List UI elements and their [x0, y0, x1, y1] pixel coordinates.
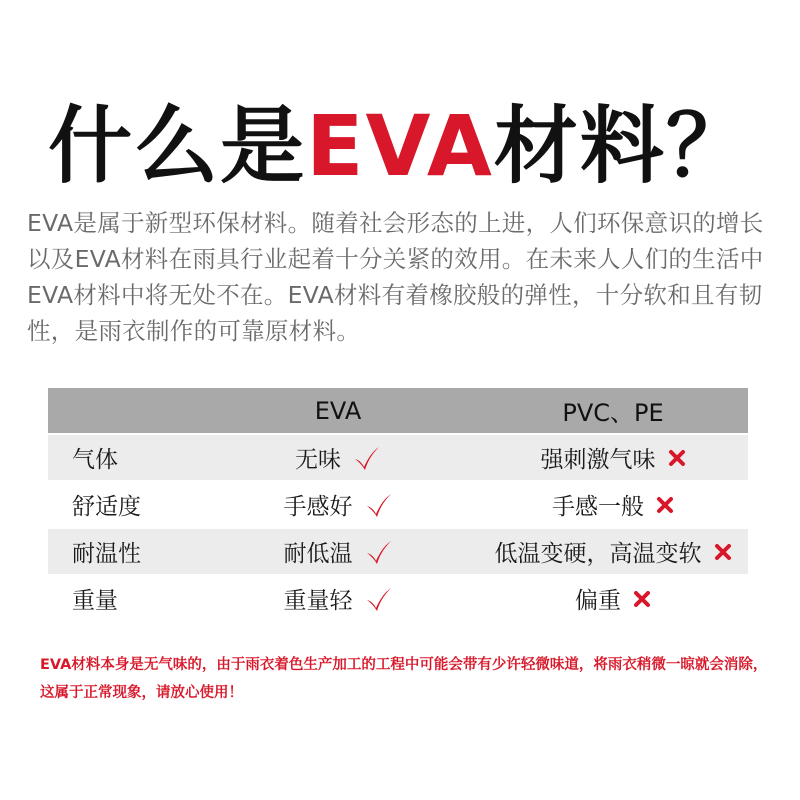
cross-icon [714, 543, 732, 561]
title-prefix: 什么是 [48, 97, 307, 195]
pvc-cell [468, 435, 758, 480]
table-row [48, 482, 748, 527]
pvc-cell [468, 482, 758, 527]
table-row [48, 529, 748, 574]
cross-icon [656, 496, 674, 514]
eva-value: 无味 [295, 447, 341, 473]
pvc-cell [468, 576, 758, 621]
eva-value: 耐低温 [283, 541, 353, 567]
page-title [0, 96, 800, 196]
table-row [48, 435, 748, 480]
pvc-value: 低温变硬，高温变软 [494, 541, 702, 567]
pvc-value: 偏重 [575, 588, 621, 614]
pvc-value: 手感一般 [552, 494, 644, 520]
eva-value: 手感好 [283, 494, 353, 520]
check-icon [365, 539, 393, 565]
eva-cell [238, 482, 438, 527]
eva-cell [238, 435, 438, 480]
row-label: 舒适度 [72, 494, 141, 520]
intro-paragraph: EVA是属于新型环保材料。随着社会形态的上进，人们环保意识的增长以及EVA材料在雨具行业起着十分关紧的效用。在未来人人们的生活中EVA材料中将无处不在。EVA材料有着橡胶般的弹性，十分软和且有韧性，是雨衣制作的可靠原材料。 [27, 209, 764, 345]
comparison-table [48, 388, 748, 623]
eva-value: 重量轻 [283, 588, 353, 614]
header-eva: EVA [314, 396, 362, 425]
pvc-value: 强刺激气味 [540, 447, 656, 473]
cross-icon [668, 449, 686, 467]
title-accent: EVA [306, 97, 494, 195]
row-label: 气体 [72, 447, 118, 473]
row-label: 耐温性 [72, 541, 141, 567]
check-icon [353, 445, 381, 471]
header-pvc: PVC、PE [562, 399, 664, 427]
table-row [48, 576, 748, 621]
usage-note: EVA材料本身是无气味的，由于雨衣着色生产加工的工程中可能会带有少许轻微味道，将雨衣稍微一晾就会消除，这属于正常现象，请放心使用！ [40, 657, 768, 701]
row-label: 重量 [72, 588, 118, 614]
cross-icon [633, 590, 651, 608]
check-icon [365, 492, 393, 518]
pvc-cell [468, 529, 758, 574]
title-suffix: 材料？ [493, 97, 752, 195]
eva-cell [238, 576, 438, 621]
table-header-row [48, 388, 748, 433]
eva-cell [238, 529, 438, 574]
check-icon [365, 586, 393, 612]
